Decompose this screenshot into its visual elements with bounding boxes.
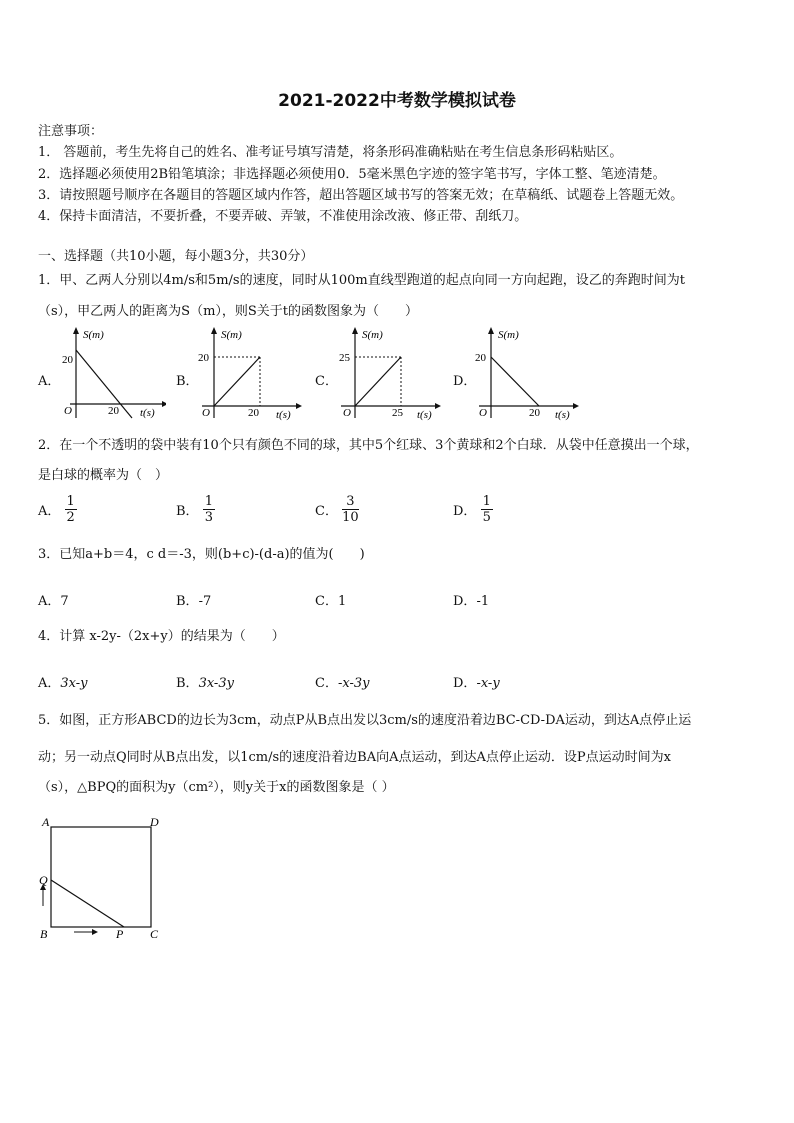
q1-b-xlabel: t(s) [276,409,291,421]
q1-c-xtick: 25 [392,407,403,419]
q1-b-origin: O [202,407,210,419]
q1-a-xlabel: t(s) [140,407,155,419]
q2-option-d-fraction: $\frac{1}{5}$ [482,494,491,525]
q1-graph-a [58,326,166,422]
q5-label-b: B [40,927,48,941]
q1-graph-d [473,326,581,422]
q2-option-b-fraction: $\frac{1}{3}$ [204,494,213,525]
q1-c-ytick: 25 [339,352,350,364]
q2-option-c-label: C． [315,504,338,519]
q2-text-line2: 是白球的概率为（ ） [38,468,169,483]
q2-option-a-label: A． [38,504,61,519]
q1-b-xtick: 20 [248,407,259,419]
q3-option-a[interactable]: A．7 [38,594,69,609]
page-title: 2021-2022中考数学模拟试卷 [278,91,516,111]
notice-item-3: 3．请按照题号顺序在各题目的答题区域内作答，超出答题区域书写的答案无效；在草稿纸、试题卷上答题无效。 [38,188,684,203]
q1-b-ytick: 20 [198,352,209,364]
q1-a-xtick: 20 [108,405,119,417]
q1-d-ytick: 20 [475,352,486,364]
q1-option-c-label[interactable]: C． [315,374,338,389]
notice-item-1: 1． 答题前，考生先将自己的姓名、准考证号填写清楚，将条形码准确粘贴在考生信息条形码粘贴区。 [38,145,623,160]
q2-option-d-label: D． [453,504,477,519]
q4-option-b[interactable]: B．3x-3y [176,676,234,691]
q2-option-d[interactable] [453,494,493,525]
q5-label-p: P [116,927,124,941]
q1-text-line2: （s），甲乙两人的距离为S（m），则S关于t的函数图象为（ ） [38,304,419,319]
q1-c-xlabel: t(s) [417,409,432,421]
q1-d-xlabel: t(s) [555,409,570,421]
q2-option-c-fraction: $\frac{3}{10}$ [342,494,359,525]
notice-item-2: 2．选择题必须使用2B铅笔填涂；非选择题必须使用0．5毫米黑色字迹的签字笔书写，字体工整、笔迹清楚。 [38,167,666,182]
q2-option-a[interactable] [38,494,77,525]
q1-graph-b [196,326,304,422]
q1-option-d-label[interactable]: D． [453,374,477,389]
q5-square-figure [36,812,168,942]
q4-text: 4．计算 x-2y-（2x+y）的结果为（ ） [38,629,285,644]
q1-a-origin: O [64,405,72,417]
q1-option-b-label[interactable]: B． [176,374,199,389]
q3-option-d[interactable]: D．-1 [453,594,490,609]
q1-a-ylabel: S(m) [83,329,104,341]
q4-option-c[interactable]: C．-x-3y [315,676,370,691]
q5-text-line3: （s），△BPQ的面积为y（cm²），则y关于x的函数图象是（ ） [38,780,395,795]
q4-option-a[interactable]: A．3x-y [38,676,88,691]
q2-option-b-label: B． [176,504,199,519]
q5-label-d: D [150,815,159,829]
q5-label-a: A [42,815,50,829]
q1-option-a-label[interactable]: A． [38,374,61,389]
q1-d-origin: O [479,407,487,419]
q5-text-line2: 动；另一动点Q同时从B点出发，以1cm/s的速度沿着边BA向A点运动，到达A点停止运动．设P点运动时间为x [38,750,671,765]
notice-item-4: 4．保持卡面清洁，不要折叠，不要弄破、弄皱，不准使用涂改液、修正带、刮纸刀。 [38,209,528,224]
q5-label-c: C [150,927,159,941]
q2-option-b[interactable] [176,494,215,525]
q5-label-q: Q [39,873,48,887]
q2-option-c[interactable] [315,494,359,525]
q1-d-xtick: 20 [529,407,540,419]
q2-text-line1: 2．在一个不透明的袋中装有10个只有颜色不同的球，其中5个红球、3个黄球和2个白球．从袋中任意摸出一个球， [38,438,699,453]
q1-text-line1: 1．甲、乙两人分别以4m/s和5m/s的速度，同时从100m直线型跑道的起点向同一方向起跑，设乙的奔跑时间为t [38,273,685,288]
q4-option-d[interactable]: D．-x-y [453,676,500,691]
q5-text-line1: 5．如图，正方形ABCD的边长为3cm，动点P从B点出发以3cm/s的速度沿着边BC-CD-DA运动，到达A点停止运 [38,713,692,728]
q3-option-b[interactable]: B．-7 [176,594,212,609]
q1-c-ylabel: S(m) [362,329,383,341]
q3-text: 3．已知a+b＝4，c d＝-3，则(b+c)-(d-a)的值为( ) [38,547,365,562]
q3-option-c[interactable]: C．1 [315,594,347,609]
q1-c-origin: O [343,407,351,419]
q1-b-ylabel: S(m) [221,329,242,341]
q1-a-ytick: 20 [62,354,73,366]
section-heading: 一、选择题（共10小题，每小题3分，共30分） [38,249,314,264]
notice-heading: 注意事项： [38,124,104,139]
q2-option-a-fraction: $\frac{1}{2}$ [66,494,75,525]
q1-graph-c [335,326,443,422]
q1-d-ylabel: S(m) [498,329,519,341]
